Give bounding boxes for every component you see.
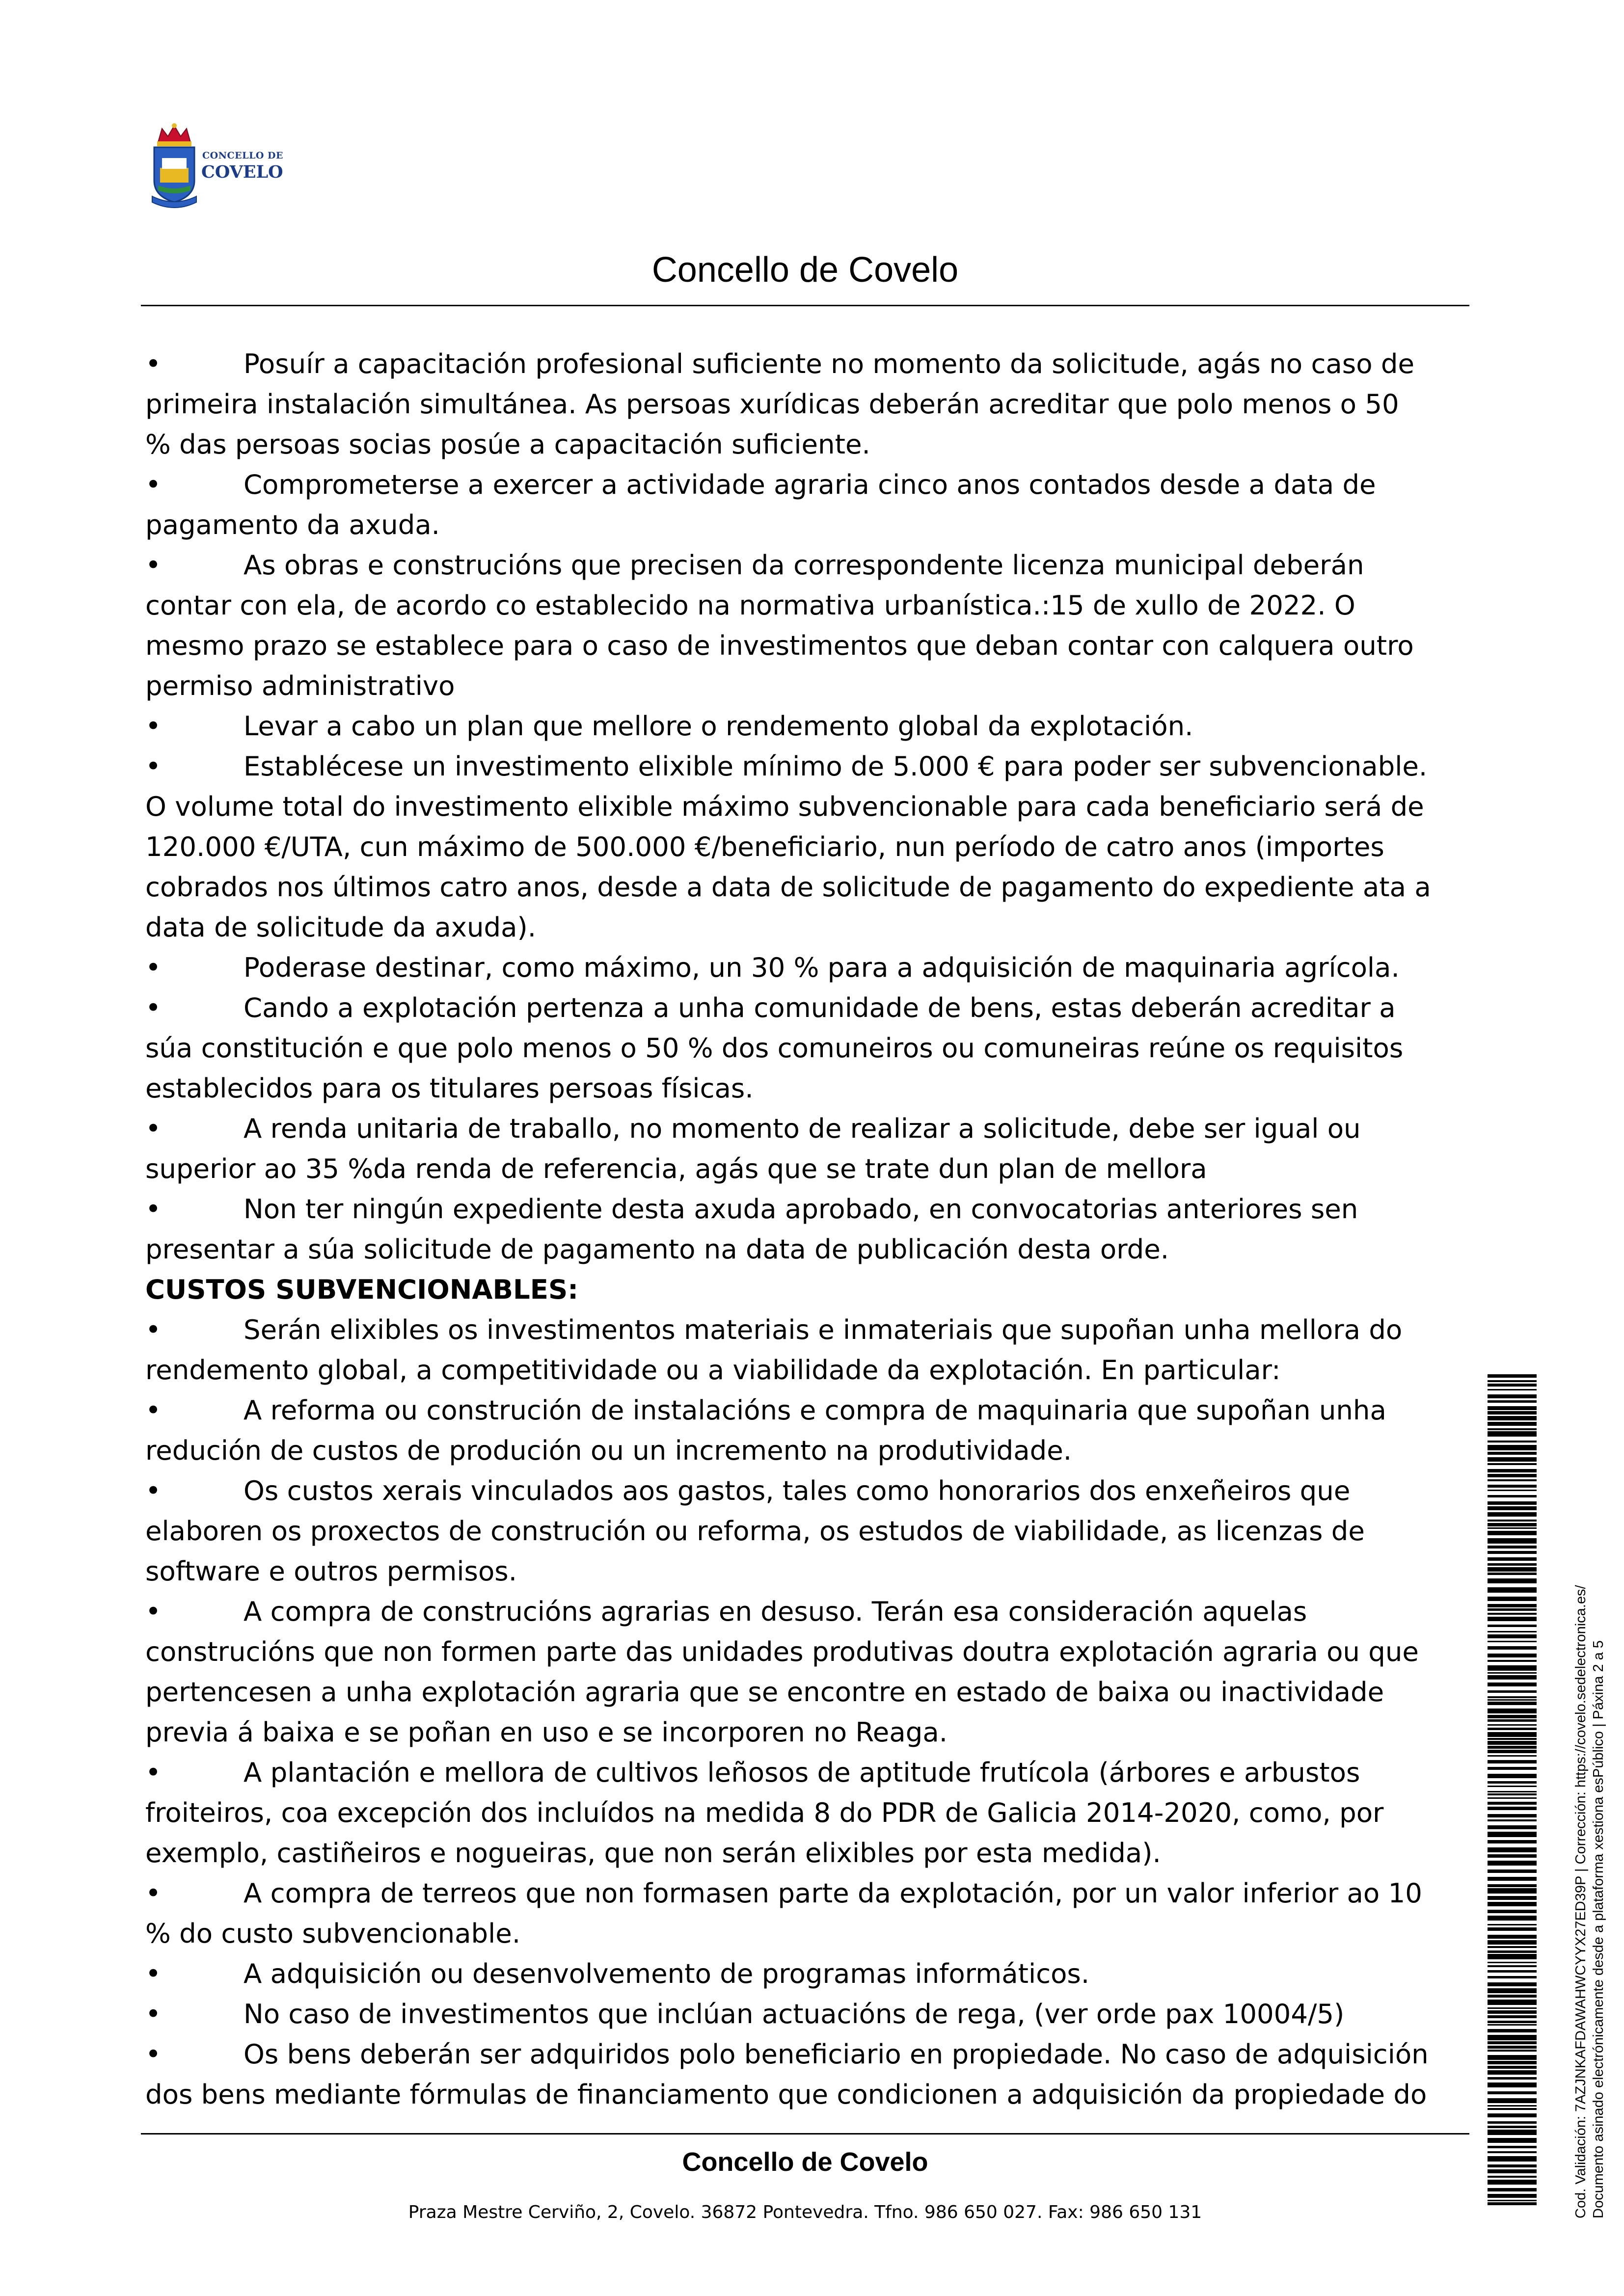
barcode-bar (1488, 1738, 1537, 1740)
bullet-icon: • (145, 1877, 162, 1909)
barcode-bar (1488, 2113, 1537, 2117)
barcode-bar (1488, 1760, 1537, 1763)
barcode-bar (1488, 2200, 1537, 2201)
bullet-icon: • (145, 1314, 162, 1345)
bullet-paragraph (145, 1591, 1432, 1752)
barcode-bar (1488, 1520, 1537, 1522)
barcode-bar (1488, 1431, 1537, 1437)
logo-text-line2: COVELO (201, 162, 283, 182)
barcode-bar (1488, 2077, 1537, 2080)
barcode-bar (1488, 2061, 1537, 2064)
barcode-bar (1488, 2091, 1537, 2094)
barcode-bar (1488, 1641, 1537, 1642)
barcode-bar (1488, 2202, 1537, 2205)
bullet-paragraph (145, 1108, 1432, 1189)
paragraph-text: Poderase destinar, como máximo, un 30 % para a adquisición de maquinaria agrícola. (244, 952, 1400, 983)
bullet-paragraph (145, 1873, 1432, 1953)
barcode-bar (1488, 1538, 1537, 1544)
paragraph-text: Establécese un investimento elixible mínimo de 5.000 € para poder ser subvencionable. O volume total do investimento elixible máximo subvencionable para cada beneficiario será de 120.000 €/UTA, cun máximo de 500.000 €/beneficiario, nun período de catro anos (importes cobrados nos últimos catro anos, desde a data de solicitude de pagamento do expediente ata a data de solicitude da axuda). (145, 750, 1431, 943)
barcode-bar (1488, 1527, 1537, 1529)
page-header-title: Concello de Covelo (651, 250, 959, 290)
barcode-bar (1488, 2024, 1537, 2026)
barcode-bar (1488, 2070, 1537, 2075)
barcode-bar (1488, 1715, 1537, 1718)
barcode-bar (1488, 1861, 1537, 1866)
paragraph-text: As obras e construcións que precisen da correspondente licenza municipal deberán contar con ela, de acordo co establecido na normativa urbanística.:15 de xullo de 2022. O mesmo prazo se establece para o caso de investimentos que deban contar con calquera outro permiso administrativo (145, 549, 1414, 701)
barcode-bar (1488, 2098, 1537, 2103)
coat-of-arms-icon (147, 123, 201, 211)
paragraph-text: Comprometerse a exercer a actividade agraria cinco anos contados desde a data de pagamento da axuda. (145, 469, 1376, 540)
barcode-bar (1488, 2021, 1537, 2023)
document-body (145, 344, 1432, 2114)
barcode-bar (1488, 1988, 1537, 1993)
bullet-paragraph (145, 1994, 1432, 2034)
barcode-bar (1488, 1672, 1537, 1674)
bullet-icon: • (145, 549, 162, 581)
paragraph-text: Cando a explotación pertenza a unha comunidade de bens, estas deberán acreditar a súa constitución e que polo menos o 50 % dos comuneiros ou comuneiras reúne os requisitos establecidos para os titulares persoas físicas. (145, 992, 1404, 1104)
barcode-bar (1488, 1531, 1537, 1535)
footer-title: Concello de Covelo (682, 2147, 928, 2177)
barcode-bar (1488, 1724, 1537, 1726)
barcode-bar (1488, 1825, 1537, 1829)
barcode-bar (1488, 2169, 1537, 2173)
barcode-bar (1488, 1935, 1537, 1939)
barcode-bar (1488, 1563, 1537, 1566)
barcode-bar (1488, 1970, 1537, 1973)
paragraph-text: No caso de investimentos que inclúan actuacións de rega, (ver orde pax 10004/5) (244, 1998, 1345, 2029)
bullet-icon: • (145, 992, 162, 1023)
barcode-bar (1488, 1380, 1537, 1382)
paragraph-text: A plantación e mellora de cultivos leñosos de aptitude frutícola (árbores e arbustos froiteiros, coa excepción dos incluídos na medida 8 do PDR de Galicia 2014-2020, como, por exemplo, castiñeiros e nogueiras, que non serán elixibles por esta medida). (145, 1757, 1384, 1869)
barcode-bar (1488, 1847, 1537, 1852)
barcode-bar (1488, 1696, 1537, 1698)
logo-text-line1: CONCELLO DE (202, 150, 283, 161)
bullet-icon: • (145, 750, 162, 782)
barcode-bar (1488, 1394, 1537, 1398)
barcode-bar (1488, 2046, 1537, 2049)
barcode-bar (1488, 1474, 1537, 1477)
barcode-bar (1488, 1384, 1537, 1387)
barcode-bar (1488, 1389, 1537, 1390)
bullet-icon: • (145, 1394, 162, 1426)
barcode-bar (1488, 2130, 1537, 2135)
barcode-bar (1488, 1910, 1537, 1913)
barcode-bar (1488, 1774, 1537, 1778)
barcode-bar (1488, 2066, 1537, 2069)
barcode-bar (1488, 1807, 1537, 1810)
barcode-bar (1488, 1557, 1537, 1561)
bullet-paragraph (145, 947, 1432, 988)
barcode-bar (1488, 1578, 1537, 1583)
section-heading: CUSTOS SUBVENCIONABLES: (145, 1274, 579, 1305)
barcode-bar (1488, 2050, 1537, 2052)
barcode-bar (1488, 1665, 1537, 1671)
barcode-bar (1488, 1617, 1537, 1621)
barcode-bar (1488, 1732, 1537, 1737)
barcode-bar (1488, 1832, 1537, 1837)
barcode-bar (1488, 2151, 1537, 2153)
barcode-bar (1488, 1965, 1537, 1967)
paragraph-text: A renda unitaria de traballo, no momento de realizar a solicitude, debe ser igual ou superior ao 35 %da renda de referencia, agás que se trate dun plan de mellora (145, 1113, 1361, 1184)
barcode-bar (1488, 1445, 1537, 1450)
barcode-bar (1488, 1452, 1537, 1455)
barcode-bar (1488, 1374, 1537, 1378)
barcode-bar (1488, 2000, 1537, 2005)
barcode-bar (1488, 1479, 1537, 1481)
bullet-icon: • (145, 952, 162, 983)
barcode-bar (1488, 1463, 1537, 1465)
barcode-bar (1488, 1819, 1537, 1821)
barcode-bar (1488, 1699, 1537, 1701)
barcode-bar (1488, 1962, 1537, 1963)
bullet-paragraph (145, 1953, 1432, 1994)
barcode-bar (1488, 1709, 1537, 1713)
paragraph-text: Levar a cabo un plan que mellore o rendemento global da explotación. (244, 710, 1193, 742)
barcode-bar (1488, 1927, 1537, 1931)
validation-barcode (1488, 1374, 1537, 2209)
barcode-bar (1488, 1750, 1537, 1753)
barcode-bar (1488, 1741, 1537, 1745)
bullet-icon: • (145, 1998, 162, 2029)
barcode-bar (1488, 1797, 1537, 1799)
bullet-icon: • (145, 1757, 162, 1788)
barcode-bar (1488, 2007, 1537, 2009)
bullet-paragraph (145, 988, 1432, 1108)
barcode-bar (1488, 1884, 1537, 1887)
barcode-bar (1488, 1411, 1537, 1415)
barcode-bar (1488, 1646, 1537, 1650)
barcode-bar (1488, 1877, 1537, 1881)
bullet-paragraph (145, 1309, 1432, 1390)
paragraph-text: Os bens deberán ser adquiridos polo beneficiario en propiedade. No caso de adquisición dos bens mediante fórmulas de financiamento que condicionen a adquisición da propiedade do (145, 2038, 1429, 2110)
barcode-bar (1488, 1660, 1537, 1662)
barcode-bar (1488, 1457, 1537, 1462)
barcode-bar (1488, 2055, 1537, 2060)
barcode-bar (1488, 2121, 1537, 2124)
barcode-bar (1488, 1976, 1537, 1978)
validation-code-line: Cod. Validación: 7AZJNKAFDAWAHWCYYX27ED39P | Corrección: https://covelo.sedelectronica.es/ (1573, 1585, 1589, 2218)
barcode-bar (1488, 1869, 1537, 1873)
barcode-bar (1488, 1746, 1537, 1749)
barcode-bar (1488, 1755, 1537, 1757)
bullet-icon: • (145, 1113, 162, 1144)
barcode-bar (1488, 1567, 1537, 1572)
barcode-bar (1488, 1587, 1537, 1593)
footer-address: Praza Mestre Cerviño, 2, Covelo. 36872 Pontevedra. Tfno. 986 650 027. Fax: 986 650 131 (408, 2202, 1202, 2222)
barcode-bar (1488, 1400, 1537, 1403)
barcode-bar (1488, 1802, 1537, 1805)
bullet-icon: • (145, 1193, 162, 1225)
barcode-bar (1488, 2041, 1537, 2044)
paragraph-text: Serán elixibles os investimentos materiais e inmateriais que supoñan unha mellora do rendemento global, a competitividade ou a viabilidade da explotación. En particular: (145, 1314, 1403, 1386)
barcode-bar (1488, 1719, 1537, 1722)
barcode-bar (1488, 2105, 1537, 2107)
barcode-bar (1488, 1924, 1537, 1925)
bullet-paragraph (145, 2034, 1432, 2114)
barcode-bar (1488, 1573, 1537, 1575)
barcode-bar (1488, 1982, 1537, 1986)
bullet-icon: • (145, 1596, 162, 1627)
barcode-bar (1488, 2035, 1537, 2040)
barcode-bar (1488, 1512, 1537, 1517)
barcode-bar (1488, 1608, 1537, 1611)
barcode-bar (1488, 1523, 1537, 1526)
barcode-bar (1488, 1814, 1537, 1817)
bullet-icon: • (145, 1475, 162, 1506)
bullet-icon: • (145, 710, 162, 742)
barcode-bar (1488, 1485, 1537, 1488)
barcode-bar (1488, 2138, 1537, 2143)
barcode-bar (1488, 1690, 1537, 1693)
barcode-bar (1488, 1613, 1537, 1615)
paragraph-text: A compra de construcións agrarias en desuso. Terán esa consideración aquelas construcións que non formen parte das unidades produtivas doutra explotación agraria ou que pertencesen a unha explotación agraria que se encontre en estado de baixa ou inactividade previa á baixa e se poñan en uso e se incorporen no Reaga. (145, 1596, 1419, 1748)
barcode-bar (1488, 2108, 1537, 2110)
barcode-bar (1488, 1854, 1537, 1858)
barcode-bar (1488, 1840, 1537, 1843)
barcode-bar (1488, 1995, 1537, 1998)
barcode-bar (1488, 2146, 1537, 2148)
paragraph-text: A compra de terreos que non formasen parte da explotación, por un valor inferior ao 10 % do custo subvencionable. (145, 1877, 1422, 1949)
barcode-bar (1488, 1793, 1537, 1795)
barcode-bar (1488, 1625, 1537, 1627)
bullet-paragraph (145, 1752, 1432, 1873)
barcode-bar (1488, 1954, 1537, 1959)
barcode-bar (1488, 1950, 1537, 1953)
barcode-bar (1488, 1767, 1537, 1770)
barcode-bar (1488, 1702, 1537, 1705)
barcode-bar (1488, 2029, 1537, 2032)
bullet-paragraph (145, 1189, 1432, 1269)
validation-signature-line: Documento asinado electrónicamente desde a plataforma xestiona esPúblico | Páxina 2 a 5 (1591, 1640, 1606, 2218)
footer-divider (141, 2133, 1469, 2135)
barcode-bar (1488, 1406, 1537, 1410)
barcode-bar (1488, 1946, 1537, 1948)
barcode-bar (1488, 1422, 1537, 1426)
barcode-bar (1488, 1495, 1537, 1497)
barcode-bar (1488, 1896, 1537, 1900)
barcode-bar (1488, 1506, 1537, 1510)
barcode-bar (1488, 1682, 1537, 1686)
barcode-bar (1488, 1631, 1537, 1632)
barcode-bar (1488, 1490, 1537, 1491)
validation-stamp (1572, 1497, 1607, 2218)
concello-logo (147, 123, 295, 211)
barcode-bar (1488, 2180, 1537, 2185)
paragraph-text: Posuír a capacitación profesional suficiente no momento da solicitude, agás no caso de primeira instalación simultánea. As persoas xurídicas deberán acreditar que polo menos o 50 % das persoas socias posúe a capacitación suficiente. (145, 348, 1414, 460)
barcode-bar (1488, 2126, 1537, 2128)
barcode-bar (1488, 1604, 1537, 1607)
barcode-bar (1488, 1441, 1537, 1442)
bullet-paragraph (145, 344, 1432, 464)
barcode-bar (1488, 2176, 1537, 2178)
bullet-paragraph (145, 545, 1432, 706)
bullet-paragraph (145, 1390, 1432, 1470)
barcode-bar (1488, 1791, 1537, 1792)
barcode-bar (1488, 2164, 1537, 2167)
barcode-bar (1488, 1902, 1537, 1906)
barcode-bar (1488, 1597, 1537, 1601)
barcode-bar (1488, 1546, 1537, 1548)
bullet-paragraph (145, 464, 1432, 545)
paragraph-text: Os custos xerais vinculados aos gastos, tales como honorarios dos enxeñeiros que elaboren os proxectos de construción ou reforma, os estudos de viabilidade, as licenzas de software e outros permisos. (145, 1475, 1365, 1587)
bullet-paragraph (145, 706, 1432, 746)
bullet-paragraph (145, 1470, 1432, 1591)
barcode-bar (1488, 1501, 1537, 1505)
barcode-bar (1488, 1416, 1537, 1420)
barcode-bar (1488, 1781, 1537, 1784)
barcode-bar (1488, 2082, 1537, 2087)
barcode-bar (1488, 2010, 1537, 2014)
bullet-icon: • (145, 469, 162, 500)
barcode-bar (1488, 1786, 1537, 1787)
barcode-bar (1488, 1675, 1537, 1680)
barcode-bar (1488, 1728, 1537, 1730)
barcode-bar (1488, 1940, 1537, 1945)
bullet-icon: • (145, 348, 162, 379)
barcode-bar (1488, 1469, 1537, 1472)
barcode-bar (1488, 2015, 1537, 2018)
barcode-bar (1488, 1916, 1537, 1921)
paragraph-text: Non ter ningún expediente desta axuda aprobado, en convocatorias anteriores sen presentar a súa solicitude de pagamento na data de publicación desta orde. (145, 1193, 1358, 1265)
barcode-bar (1488, 1888, 1537, 1894)
paragraph-text: A adquisición ou desenvolvemento de programas informáticos. (244, 1958, 1090, 1989)
barcode-bar (1488, 2188, 1537, 2191)
barcode-bar (1488, 1654, 1537, 1657)
barcode-bar (1488, 2194, 1537, 2198)
bullet-paragraph (145, 746, 1432, 947)
barcode-bar (1488, 2156, 1537, 2162)
bullet-icon: • (145, 1958, 162, 1989)
barcode-bar (1488, 1551, 1537, 1554)
barcode-bar (1488, 1634, 1537, 1638)
barcode-bar (1488, 1428, 1537, 1430)
bullet-icon: • (145, 2038, 162, 2070)
paragraph-text: A reforma ou construción de instalacións e compra de maquinaria que supoñan unha redución de custos de produción ou un incremento na produtividade. (145, 1394, 1386, 1466)
header-divider (141, 305, 1469, 306)
